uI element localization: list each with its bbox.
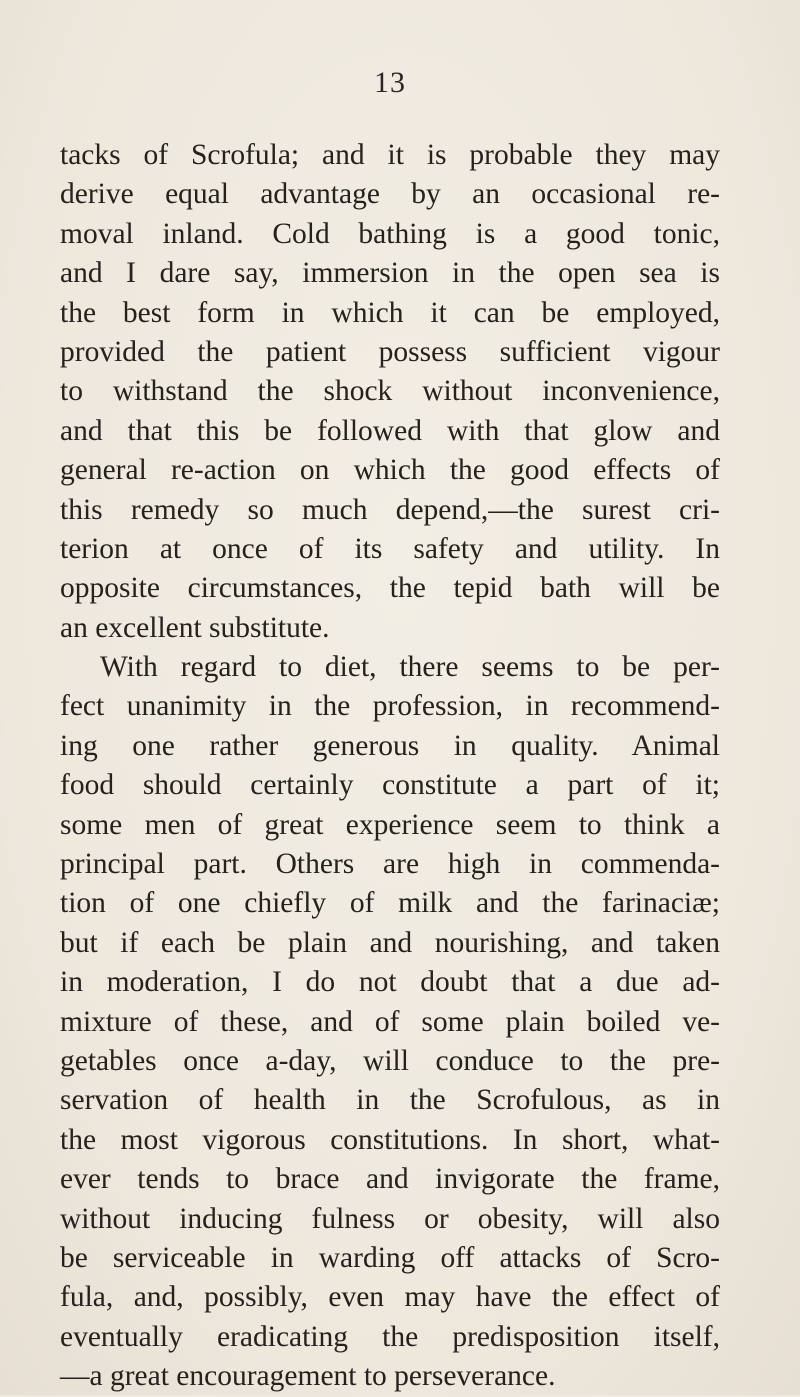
text-line: getables once a-day, will conduce to the pre-: [60, 1044, 720, 1077]
text-line: but if each be plain and nourishing, and taken: [60, 926, 720, 959]
text-line: With regard to diet, there seems to be per-: [100, 651, 720, 684]
text-line: general re-action on which the good effects of: [60, 454, 720, 487]
text-line: principal part. Others are high in commenda-: [60, 848, 720, 881]
text-line: and that this be followed with that glow and: [60, 414, 720, 447]
text-line: the best form in which it can be employed,: [60, 296, 720, 329]
text-line: an excellent substitute.: [60, 611, 330, 644]
text-line: opposite circumstances, the tepid bath will be: [60, 572, 720, 605]
text-line: ever tends to brace and invigorate the frame,: [60, 1163, 720, 1196]
text-line: without inducing fulness or obesity, will also: [60, 1202, 720, 1235]
page-number: 13: [374, 66, 406, 99]
text-line: fula, and, possibly, even may have the effect of: [60, 1281, 720, 1314]
text-line: to withstand the shock without inconvenience,: [60, 375, 720, 408]
text-line: servation of health in the Scrofulous, as in: [60, 1084, 720, 1117]
text-line: in moderation, I do not doubt that a due ad-: [60, 966, 720, 999]
text-line: provided the patient possess sufficient vigour: [60, 335, 720, 368]
text-line: this remedy so much depend,—the surest cri-: [60, 493, 720, 526]
text-line: be serviceable in warding off attacks of Scro-: [60, 1241, 720, 1274]
text-line: mixture of these, and of some plain boiled ve-: [60, 1005, 720, 1038]
text-line: —a great encouragement to perseverance.: [60, 1360, 556, 1393]
text-line: ing one rather generous in quality. Animal: [60, 729, 720, 762]
body-text: [60, 136, 720, 1397]
text-line: derive equal advantage by an occasional re-: [60, 178, 720, 211]
text-line: fect unanimity in the profession, in recommend-: [60, 690, 720, 723]
text-line: moval inland. Cold bathing is a good tonic,: [60, 217, 720, 250]
text-line: terion at once of its safety and utility. In: [60, 532, 720, 565]
text-line: tion of one chiefly of milk and the farinaciæ;: [60, 887, 720, 920]
text-line: food should certainly constitute a part of it;: [60, 769, 720, 802]
text-line: eventually eradicating the predisposition itself,: [60, 1320, 720, 1353]
text-line: and I dare say, immersion in the open sea is: [60, 257, 720, 290]
text-line: tacks of Scrofula; and it is probable they may: [60, 139, 720, 171]
text-line: some men of great experience seem to think a: [60, 808, 720, 841]
text-line: the most vigorous constitutions. In short, what-: [60, 1123, 720, 1156]
